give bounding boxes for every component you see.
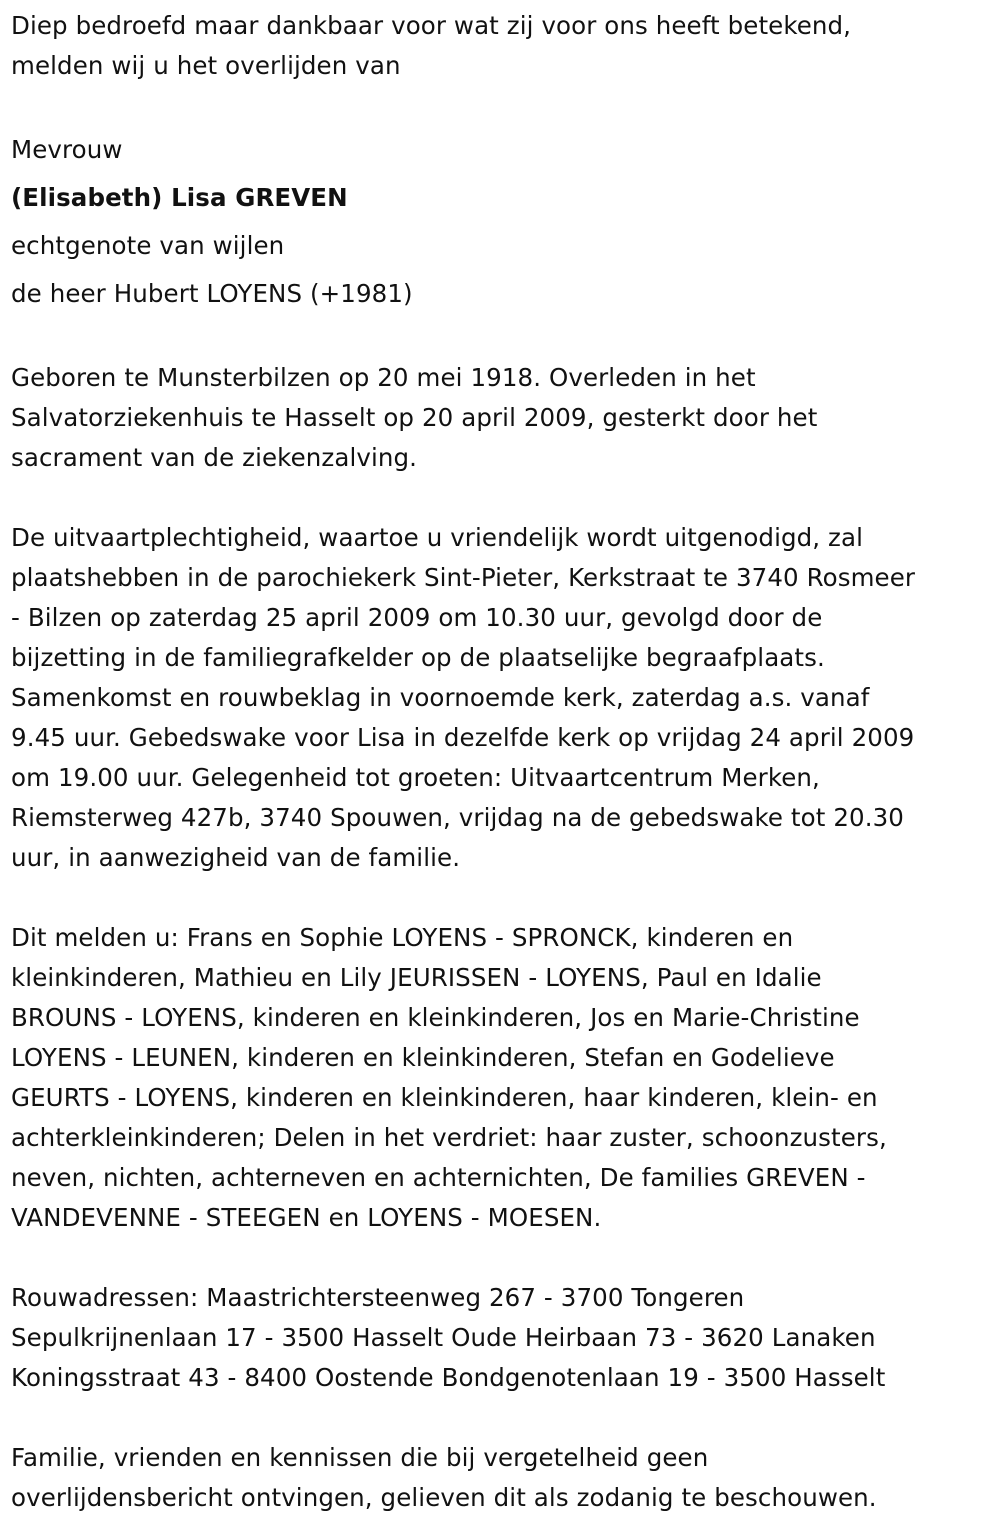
text-line: Geboren te Munsterbilzen op 20 mei 1918. Overleden in het xyxy=(11,363,756,392)
closing-paragraph xyxy=(11,1438,991,1518)
obituary-text xyxy=(11,6,991,1518)
family-paragraph xyxy=(11,918,991,1238)
text-line: achterkleinkinderen; Delen in het verdriet: haar zuster, schoonzusters, xyxy=(11,1123,887,1152)
text-line: Rouwadressen: Maastrichtersteenweg 267 - 3700 Tongeren xyxy=(11,1283,745,1312)
birth-death-paragraph xyxy=(11,358,991,478)
paragraph-spacer xyxy=(11,1238,991,1278)
relation: echtgenote van wijlen xyxy=(11,231,285,260)
intro-paragraph xyxy=(11,6,991,86)
text-line: Salvatorziekenhuis te Hasselt op 20 april 2009, gesterkt door het xyxy=(11,403,818,432)
text-line: melden wij u het overlijden van xyxy=(11,51,401,80)
text-line: - Bilzen op zaterdag 25 april 2009 om 10.30 uur, gevolgd door de xyxy=(11,603,823,632)
text-line: overlijdensbericht ontvingen, gelieven dit als zodanig te beschouwen. xyxy=(11,1483,877,1512)
text-line: Dit melden u: Frans en Sophie LOYENS - SPRONCK, kinderen en xyxy=(11,923,794,952)
text-line: Familie, vrienden en kennissen die bij vergetelheid geen xyxy=(11,1443,709,1472)
deceased-name: (Elisabeth) Lisa GREVEN xyxy=(11,183,348,212)
addresses-paragraph xyxy=(11,1278,991,1398)
text-line: VANDEVENNE - STEEGEN en LOYENS - MOESEN. xyxy=(11,1203,602,1232)
text-line: sacrament van de ziekenzalving. xyxy=(11,443,418,472)
text-line: LOYENS - LEUNEN, kinderen en kleinkinderen, Stefan en Godelieve xyxy=(11,1043,835,1072)
text-line: Diep bedroefd maar dankbaar voor wat zij voor ons heeft betekend, xyxy=(11,11,852,40)
paragraph-spacer xyxy=(11,878,991,918)
text-line: Riemsterweg 427b, 3740 Spouwen, vrijdag na de gebedswake tot 20.30 xyxy=(11,803,904,832)
paragraph-spacer xyxy=(11,318,991,358)
salutation: Mevrouw xyxy=(11,135,123,164)
text-line: De uitvaartplechtigheid, waartoe u vriendelijk wordt uitgenodigd, zal xyxy=(11,523,864,552)
paragraph-spacer xyxy=(11,1398,991,1438)
deceased-block xyxy=(11,126,991,318)
text-line: Sepulkrijnenlaan 17 - 3500 Hasselt Oude Heirbaan 73 - 3620 Lanaken xyxy=(11,1323,876,1352)
paragraph-spacer xyxy=(11,86,991,126)
text-line: neven, nichten, achterneven en achternichten, De families GREVEN - xyxy=(11,1163,866,1192)
funeral-paragraph xyxy=(11,518,991,878)
text-line: kleinkinderen, Mathieu en Lily JEURISSEN - LOYENS, Paul en Idalie xyxy=(11,963,822,992)
text-line: 9.45 uur. Gebedswake voor Lisa in dezelfde kerk op vrijdag 24 april 2009 xyxy=(11,723,915,752)
text-line: bijzetting in de familiegrafkelder op de plaatselijke begraafplaats. xyxy=(11,643,825,672)
text-line: Koningsstraat 43 - 8400 Oostende Bondgenotenlaan 19 - 3500 Hasselt xyxy=(11,1363,886,1392)
text-line: uur, in aanwezigheid van de familie. xyxy=(11,843,461,872)
text-line: GEURTS - LOYENS, kinderen en kleinkinderen, haar kinderen, klein- en xyxy=(11,1083,878,1112)
spouse-name: de heer Hubert LOYENS (+1981) xyxy=(11,279,413,308)
text-line: plaatshebben in de parochiekerk Sint-Pieter, Kerkstraat te 3740 Rosmeer xyxy=(11,563,916,592)
text-line: om 19.00 uur. Gelegenheid tot groeten: Uitvaartcentrum Merken, xyxy=(11,763,820,792)
text-line: BROUNS - LOYENS, kinderen en kleinkinderen, Jos en Marie-Christine xyxy=(11,1003,860,1032)
paragraph-spacer xyxy=(11,478,991,518)
text-line: Samenkomst en rouwbeklag in voornoemde kerk, zaterdag a.s. vanaf xyxy=(11,683,870,712)
